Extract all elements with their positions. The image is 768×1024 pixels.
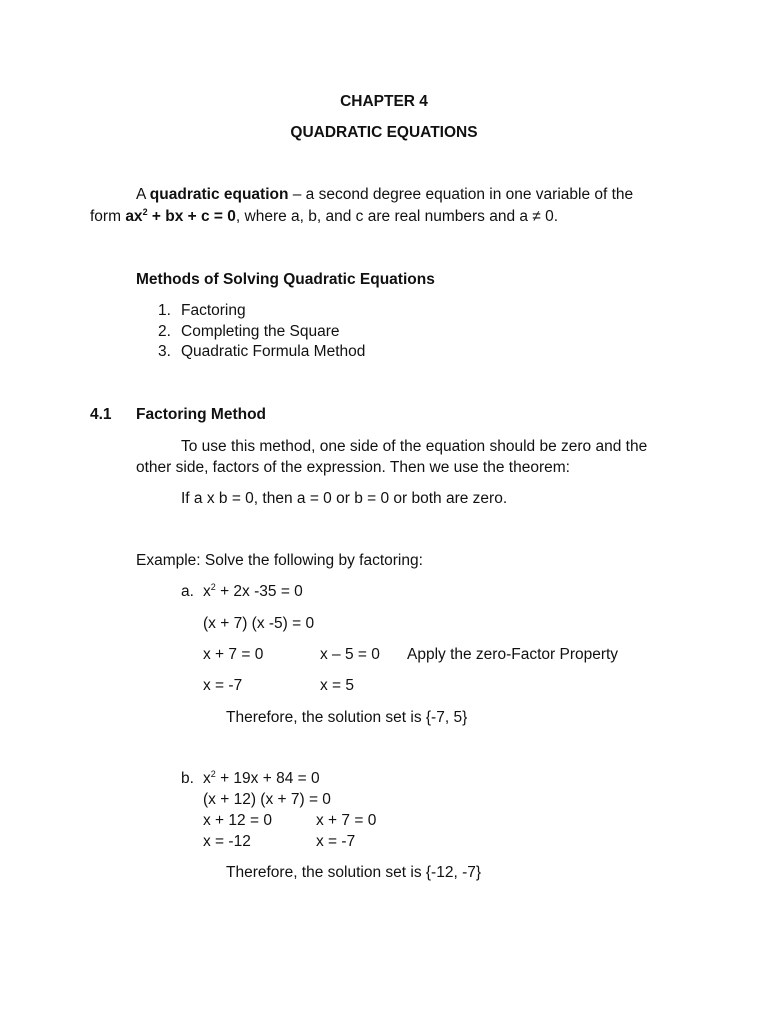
standard-form bbox=[125, 208, 236, 225]
section-title: Factoring Method bbox=[136, 406, 267, 423]
example-intro: Example: Solve the following by factoring: bbox=[136, 552, 423, 569]
definition-text: – a second degree equation in one variable of the bbox=[288, 186, 634, 203]
standard-form-lead: ax bbox=[125, 208, 143, 225]
example-b-equation-base: x bbox=[203, 770, 211, 787]
example-a-factor-2: x – 5 = 0 bbox=[320, 646, 380, 663]
example-b-solution-1: x = -12 bbox=[203, 833, 251, 850]
example-b-equation-rest: + 19x + 84 = 0 bbox=[215, 770, 320, 787]
method-item bbox=[158, 301, 171, 321]
chapter-title: QUADRATIC EQUATIONS bbox=[290, 124, 478, 141]
method-label: Completing the Square bbox=[181, 323, 340, 340]
example-a-solution-2: x = 5 bbox=[320, 677, 355, 694]
example-b-equation bbox=[203, 769, 320, 789]
example-b-solution-2: x = -7 bbox=[316, 833, 356, 850]
example-a-equation-exponent: 2 bbox=[210, 582, 216, 592]
method-number: 2. bbox=[158, 323, 171, 340]
example-a-equation-base: x bbox=[203, 583, 211, 600]
example-a-conclusion: Therefore, the solution set is {-7, 5} bbox=[226, 709, 468, 726]
definition-condition: , where a, b, and c are real numbers and a ≠ 0. bbox=[235, 208, 559, 225]
example-a-equation-rest: + 2x -35 = 0 bbox=[215, 583, 303, 600]
method-label: Factoring bbox=[181, 302, 246, 319]
example-a-factored: (x + 7) (x -5) = 0 bbox=[203, 615, 315, 632]
example-a-note: Apply the zero-Factor Property bbox=[407, 646, 619, 663]
method-number: 1. bbox=[158, 302, 171, 319]
example-b-factor-2: x + 7 = 0 bbox=[316, 812, 377, 829]
definition-lead: A bbox=[136, 186, 150, 203]
section-number: 4.1 bbox=[90, 406, 112, 423]
zero-factor-theorem: If a x b = 0, then a = 0 or b = 0 or both are zero. bbox=[181, 490, 508, 507]
definition-line-1 bbox=[136, 185, 633, 205]
method-item bbox=[158, 322, 171, 342]
standard-form-rest: + bx + c = 0 bbox=[147, 208, 236, 225]
definition-form-label: form bbox=[90, 208, 126, 225]
methods-heading: Methods of Solving Quadratic Equations bbox=[136, 271, 435, 288]
method-number: 3. bbox=[158, 343, 171, 360]
definition-line-2 bbox=[90, 207, 558, 227]
example-a-equation bbox=[203, 582, 303, 602]
example-b-factor-1: x + 12 = 0 bbox=[203, 812, 272, 829]
section-paragraph-line-1: To use this method, one side of the equation should be zero and the bbox=[181, 438, 648, 455]
example-a-label: a. bbox=[181, 583, 194, 600]
example-a-factor-1: x + 7 = 0 bbox=[203, 646, 264, 663]
example-b-equation-exponent: 2 bbox=[210, 769, 216, 779]
method-item bbox=[158, 342, 171, 362]
chapter-label: CHAPTER 4 bbox=[340, 93, 428, 110]
example-b-factored: (x + 12) (x + 7) = 0 bbox=[203, 791, 331, 808]
example-a-solution-1: x = -7 bbox=[203, 677, 243, 694]
standard-form-exponent: 2 bbox=[142, 207, 148, 217]
example-b-label: b. bbox=[181, 770, 194, 787]
definition-term: quadratic equation bbox=[149, 186, 289, 203]
method-label: Quadratic Formula Method bbox=[181, 343, 366, 360]
example-b-conclusion: Therefore, the solution set is {-12, -7} bbox=[226, 864, 482, 881]
section-paragraph-line-2: other side, factors of the expression. Then we use the theorem: bbox=[136, 459, 570, 476]
